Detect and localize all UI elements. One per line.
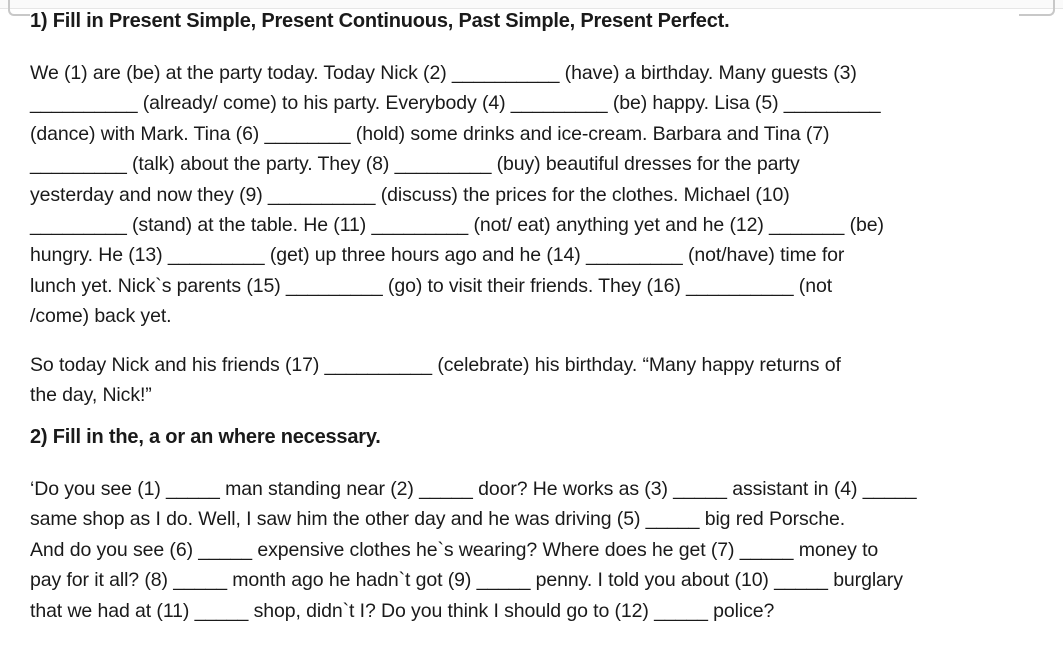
exercise-line: same shop as I do. Well, I saw him the other day and he was driving (5) _____ big red Porsche. [30,508,846,531]
exercise-line: _________ (stand) at the table. He (11) _________ (not/ eat) anything yet and he (12) _______ (be) [30,213,884,236]
exercise-line: We (1) are (be) at the party today. Today Nick (2) __________ (have) a birthday. Many guests (3) [30,62,857,84]
exercise-2-paragraph [30,474,1020,626]
exercise-line: So today Nick and his friends (17) __________ (celebrate) his birthday. “Many happy returns of [30,354,841,376]
exercise-line: the day, Nick!” [30,384,152,407]
exercise-line: lunch yet. Nick`s parents (15) _________ (go) to visit their friends. They (16) __________ (not [30,274,833,297]
exercise-line: yesterday and now they (9) __________ (discuss) the prices for the clothes. Michael (10) [30,183,790,206]
exercise-line: that we had at (11) _____ shop, didn`t I? Do you think I should go to (12) _____ police? [30,599,775,622]
exercise-1-paragraph [30,58,1020,332]
exercise-line: ‘Do you see (1) _____ man standing near (2) _____ door? He works as (3) _____ assistant in (4) _____ [30,478,917,500]
page-corner-right [1019,0,1055,16]
top-toolbar-strip [0,0,1063,9]
exercise-line: /come) back yet. [30,305,172,328]
exercise-line: (dance) with Mark. Tina (6) ________ (hold) some drinks and ice-cream. Barbara and Tina (7) [30,122,830,145]
exercise-line: hungry. He (13) _________ (get) up three hours ago and he (14) _________ (not/have) time for [30,244,845,267]
exercise-2-heading: 2) Fill in the, a or an where necessary. [30,426,381,448]
exercise-line: And do you see (6) _____ expensive clothes he`s wearing? Where does he get (7) _____ money to [30,538,879,561]
exercise-line: __________ (already/ come) to his party. Everybody (4) _________ (be) happy. Lisa (5) _________ [30,92,881,115]
page-corner-left [8,0,30,16]
exercise-1-closing-paragraph [30,350,1020,411]
exercise-1-heading: 1) Fill in Present Simple, Present Continuous, Past Simple, Present Perfect. [30,10,730,32]
exercise-line: _________ (talk) about the party. They (8) _________ (buy) beautiful dresses for the party [30,153,800,176]
exercise-line: pay for it all? (8) _____ month ago he hadn`t got (9) _____ penny. I told you about (10) _____ burglary [30,569,903,592]
